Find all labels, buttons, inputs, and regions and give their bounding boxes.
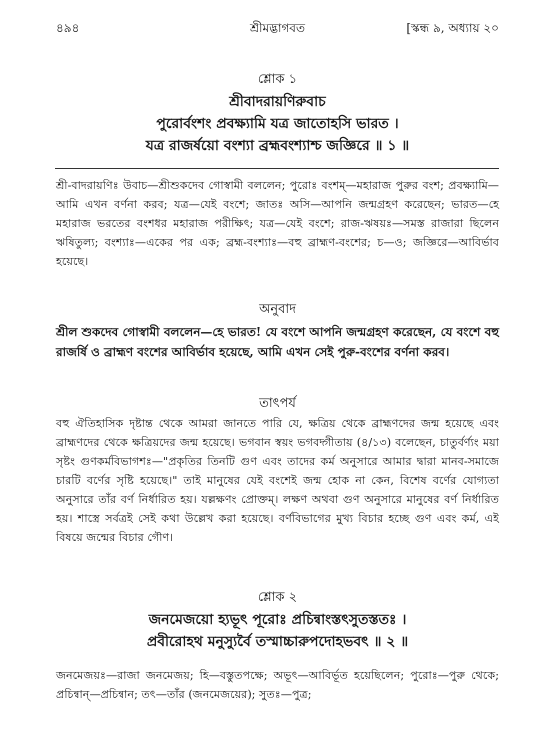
verse-2-line-1: জনমেজয়ো হ্যভূৎ পূরোঃ প্রচিন্বাংস্তৎসুতস্ততঃ । — [148, 612, 407, 628]
synonyms-1 — [56, 176, 499, 271]
verse-1-speaker: শ্রীবাদরায়ণিরুবাচ — [229, 94, 326, 110]
verse-2-label: শ্লোক ২ — [257, 590, 298, 605]
synonyms-1-text: শ্রী-বাদরায়ণিঃ উবাচ—শ্রীশুকদেব গোস্বামী বললেন; পুরোঃ বংশম্—মহারাজ পুরুর বংশ; প্রবক্ষ্যামি—আমি এখন বর্ণনা করব; যত্র—যেই বংশে; জাতঃ অসি—আপনি জন্মগ্রহণ করেছেন; ভারত—হে মহারাজ ভরতের বংশধর মহারাজ পরীক্ষিৎ; যত্র—যেই বংশে; রাজ-ঋষয়ঃ—সমস্ত রাজারা ছিলেন ঋষিতুল্য; বংশ্যাঃ—একের পর এক; ব্রহ্ম-বংশ্যাঃ—বহু ব্রাহ্মণ-বংশের; চ—ও; জজ্ঞিরে—আবির্ভাব হয়েছে। — [56, 179, 499, 268]
verse-1-line-2: যত্র রাজর্ষয়ো বংশ্যা ব্রহ্মবংশ্যাশ্চ জজ্ঞিরে ॥ ১ ॥ — [145, 138, 410, 154]
book-title: শ্রীমদ্ভাগবত — [249, 21, 305, 35]
divider — [55, 168, 499, 169]
purport-heading: তাৎপর্য — [259, 396, 296, 411]
page-number: ৪৯৪ — [56, 21, 80, 35]
translation-heading: অনুবাদ — [259, 302, 296, 317]
verse-1-label: শ্লোক ১ — [257, 72, 298, 87]
synonyms-2 — [56, 666, 499, 704]
chapter-reference: [স্কন্ধ ৯, অধ্যায় ২০ — [406, 21, 499, 35]
translation-1-text: শ্রীল শুকদেব গোস্বামী বললেন—হে ভারত! যে বংশে আপনি জন্মগ্রহণ করেছেন, যে বংশে বহু রাজর্ষি ও ব্রাহ্মণ বংশের আবির্ভাব হয়েছে, আমি এখন সেই পুরু-বংশের বর্ণনা করব। — [56, 325, 499, 359]
page-header — [56, 20, 499, 40]
purport-1-text: বহু ঐতিহাসিক দৃষ্টান্ত থেকে আমরা জানতে পারি যে, ক্ষত্রিয় থেকে ব্রাহ্মণদের জন্ম হয়েছে এবং ব্রাহ্মণদের থেকে ক্ষত্রিয়দের জন্ম হয়েছে। ভগবান স্বয়ং ভগবদ্গীতায় (৪/১৩) বলেছেন, চাতুর্বর্ণ্যং ময়া সৃষ্টং গুণকর্মবিভাগশঃ—"প্রকৃতির তিনটি গুণ এবং তাদের কর্ম অনুসারে আমার দ্বারা মানব-সমাজে চারটি বর্ণের সৃষ্টি হয়েছে।" তাই মানুষের যেই বংশেই জন্ম হোক না কেন, বিশেষ বর্ণের যোগ্যতা অনুসারে তাঁর বর্ণ নির্ধারিত হয়। যল্লক্ষণং প্রোক্তম্। লক্ষণ অথবা গুণ অনুসারে মানুষের বর্ণ নির্ধারিত হয়। শাস্ত্রে সর্বত্রই সেই কথা উল্লেখ করা হয়েছে। বর্ণবিভাগের মুখ্য বিচার হচ্ছে গুণ এবং কর্ম, এই বিষয়ে জন্মের বিচার গৌণ। — [56, 417, 499, 544]
synonyms-2-text: জনমেজয়ঃ—রাজা জনমেজয়; হি—বস্তুতপক্ষে; অভূৎ—আবির্ভূত হয়েছিলেন; পুরোঃ—পুরু থেকে; প্রচিন্বান্—প্রচিন্বান; তৎ—তাঁর (জনমেজয়ের); সুতঃ—পুত্র; — [56, 669, 499, 701]
verse-1-line-1: পুরোর্বংশং প্রবক্ষ্যামি যত্র জাতোহসি ভারত । — [156, 116, 399, 132]
purport-1 — [56, 414, 499, 547]
verse-2-line-2: প্রবীরোহথ মনুস্যুর্বৈ তস্মাচ্চারুপদোহভবৎ ॥ ২ ॥ — [146, 634, 409, 650]
translation-1 — [56, 322, 499, 362]
